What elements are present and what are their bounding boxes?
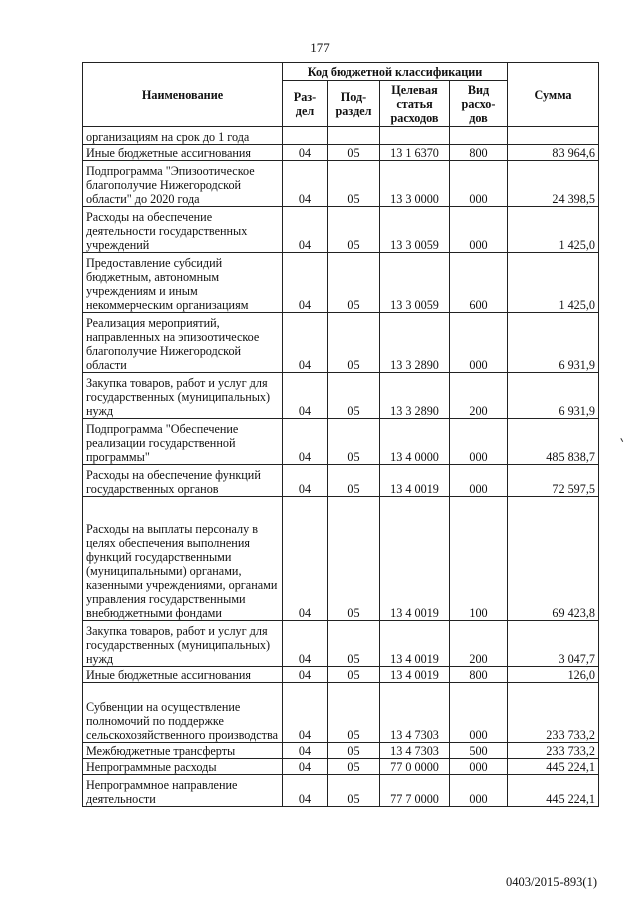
row-tselevaya-cell bbox=[380, 127, 450, 145]
row-name-cell: Закупка товаров, работ и услуг для государственных (муниципальных) нужд bbox=[83, 373, 283, 419]
row-summa-cell bbox=[508, 127, 599, 145]
row-vid-cell: 000 bbox=[450, 683, 508, 743]
header-classification-group: Код бюджетной классификации bbox=[283, 63, 508, 81]
table-row bbox=[83, 667, 599, 683]
row-podrazdel-cell: 05 bbox=[328, 313, 380, 373]
page-number: 177 bbox=[310, 40, 330, 55]
row-vid-cell: 000 bbox=[450, 313, 508, 373]
header-name: Наименование bbox=[83, 63, 283, 127]
row-summa-cell: 6 931,9 bbox=[508, 313, 599, 373]
row-summa-cell: 69 423,8 bbox=[508, 497, 599, 621]
header-tselevaya: Целевая статья расходов bbox=[380, 81, 450, 127]
row-summa-cell: 233 733,2 bbox=[508, 743, 599, 759]
row-summa-cell: 72 597,5 bbox=[508, 465, 599, 497]
row-vid-cell: 100 bbox=[450, 497, 508, 621]
table-row bbox=[83, 465, 599, 497]
row-podrazdel-cell: 05 bbox=[328, 373, 380, 419]
row-vid-cell: 500 bbox=[450, 743, 508, 759]
row-tselevaya-cell: 13 4 0019 bbox=[380, 497, 450, 621]
row-tselevaya-cell: 13 1 6370 bbox=[380, 145, 450, 161]
row-name-cell: Предоставление субсидий бюджетным, автономным учреждениям и иным некоммерческим организациям bbox=[83, 253, 283, 313]
row-vid-cell: 200 bbox=[450, 373, 508, 419]
row-razdel-cell: 04 bbox=[283, 145, 328, 161]
row-tselevaya-cell: 13 4 0000 bbox=[380, 419, 450, 465]
row-tselevaya-cell: 13 4 7303 bbox=[380, 683, 450, 743]
row-tselevaya-cell: 13 3 2890 bbox=[380, 313, 450, 373]
row-vid-cell: 000 bbox=[450, 465, 508, 497]
row-name-cell: Расходы на обеспечение функций государственных органов bbox=[83, 465, 283, 497]
row-vid-cell bbox=[450, 127, 508, 145]
row-name-cell: Закупка товаров, работ и услуг для государственных (муниципальных) нужд bbox=[83, 621, 283, 667]
row-podrazdel-cell: 05 bbox=[328, 497, 380, 621]
table-row bbox=[83, 145, 599, 161]
row-razdel-cell: 04 bbox=[283, 465, 328, 497]
row-name-cell: Расходы на выплаты персоналу в целях обеспечения выполнения функций государственными (муниципальными) органами, казенными учреждениями, органами управления государственными внебюджетными фондами bbox=[83, 497, 283, 621]
row-summa-cell: 445 224,1 bbox=[508, 775, 599, 807]
row-razdel-cell: 04 bbox=[283, 683, 328, 743]
row-podrazdel-cell: 05 bbox=[328, 145, 380, 161]
row-razdel-cell: 04 bbox=[283, 667, 328, 683]
row-vid-cell: 600 bbox=[450, 253, 508, 313]
row-podrazdel-cell: 05 bbox=[328, 621, 380, 667]
row-vid-cell: 000 bbox=[450, 759, 508, 775]
row-vid-cell: 800 bbox=[450, 145, 508, 161]
row-razdel-cell: 04 bbox=[283, 373, 328, 419]
row-tselevaya-cell: 13 4 7303 bbox=[380, 743, 450, 759]
row-tselevaya-cell: 13 3 0000 bbox=[380, 161, 450, 207]
table-row bbox=[83, 419, 599, 465]
header-vid: Вид расхо- дов bbox=[450, 81, 508, 127]
row-razdel-cell: 04 bbox=[283, 743, 328, 759]
row-podrazdel-cell: 05 bbox=[328, 207, 380, 253]
header-summa: Сумма bbox=[508, 63, 599, 127]
row-razdel-cell: 04 bbox=[283, 313, 328, 373]
row-razdel-cell: 04 bbox=[283, 253, 328, 313]
row-summa-cell: 1 425,0 bbox=[508, 207, 599, 253]
row-summa-cell: 126,0 bbox=[508, 667, 599, 683]
row-summa-cell: 3 047,7 bbox=[508, 621, 599, 667]
row-tselevaya-cell: 77 0 0000 bbox=[380, 759, 450, 775]
table-row bbox=[83, 775, 599, 807]
row-summa-cell: 485 838,7 bbox=[508, 419, 599, 465]
budget-table bbox=[82, 62, 599, 807]
row-summa-cell: 24 398,5 bbox=[508, 161, 599, 207]
row-vid-cell: 000 bbox=[450, 207, 508, 253]
row-name-cell: Непрограммные расходы bbox=[83, 759, 283, 775]
row-podrazdel-cell: 05 bbox=[328, 775, 380, 807]
row-tselevaya-cell: 13 3 0059 bbox=[380, 207, 450, 253]
row-razdel-cell: 04 bbox=[283, 759, 328, 775]
row-tselevaya-cell: 77 7 0000 bbox=[380, 775, 450, 807]
row-name-cell: Реализация мероприятий, направленных на эпизоотическое благополучие Нижегородской области bbox=[83, 313, 283, 373]
table-row bbox=[83, 759, 599, 775]
row-vid-cell: 200 bbox=[450, 621, 508, 667]
row-summa-cell: 83 964,6 bbox=[508, 145, 599, 161]
table-row bbox=[83, 373, 599, 419]
row-tselevaya-cell: 13 4 0019 bbox=[380, 667, 450, 683]
header-podrazdel: Под- раздел bbox=[328, 81, 380, 127]
row-podrazdel-cell bbox=[328, 127, 380, 145]
row-name-cell: Иные бюджетные ассигнования bbox=[83, 145, 283, 161]
row-tselevaya-cell: 13 4 0019 bbox=[380, 465, 450, 497]
header-razdel: Раз- дел bbox=[283, 81, 328, 127]
row-razdel-cell: 04 bbox=[283, 419, 328, 465]
table-body bbox=[83, 127, 599, 807]
row-name-cell: Межбюджетные трансферты bbox=[83, 743, 283, 759]
row-razdel-cell bbox=[283, 127, 328, 145]
row-razdel-cell: 04 bbox=[283, 161, 328, 207]
row-podrazdel-cell: 05 bbox=[328, 743, 380, 759]
row-summa-cell: 6 931,9 bbox=[508, 373, 599, 419]
row-podrazdel-cell: 05 bbox=[328, 465, 380, 497]
row-tselevaya-cell: 13 3 2890 bbox=[380, 373, 450, 419]
row-name-cell: Непрограммное направление деятельности bbox=[83, 775, 283, 807]
table-row bbox=[83, 127, 599, 145]
table-row bbox=[83, 621, 599, 667]
row-razdel-cell: 04 bbox=[283, 497, 328, 621]
row-summa-cell: 445 224,1 bbox=[508, 759, 599, 775]
table-row bbox=[83, 161, 599, 207]
table-row bbox=[83, 497, 599, 621]
table-row bbox=[83, 683, 599, 743]
row-vid-cell: 000 bbox=[450, 419, 508, 465]
row-razdel-cell: 04 bbox=[283, 775, 328, 807]
row-vid-cell: 000 bbox=[450, 775, 508, 807]
table-row bbox=[83, 253, 599, 313]
table-row bbox=[83, 207, 599, 253]
row-tselevaya-cell: 13 3 0059 bbox=[380, 253, 450, 313]
row-name-cell: Подпрограмма "Обеспечение реализации государственной программы" bbox=[83, 419, 283, 465]
row-name-cell: Иные бюджетные ассигнования bbox=[83, 667, 283, 683]
row-name-cell: организациям на срок до 1 года bbox=[83, 127, 283, 145]
table-header bbox=[83, 63, 599, 127]
row-tselevaya-cell: 13 4 0019 bbox=[380, 621, 450, 667]
row-name-cell: Подпрограмма "Эпизоотическое благополучие Нижегородской области" до 2020 года bbox=[83, 161, 283, 207]
row-razdel-cell: 04 bbox=[283, 207, 328, 253]
row-razdel-cell: 04 bbox=[283, 621, 328, 667]
stray-mark bbox=[620, 436, 626, 442]
row-podrazdel-cell: 05 bbox=[328, 253, 380, 313]
row-name-cell: Субвенции на осуществление полномочий по поддержке сельскохозяйственного производства bbox=[83, 683, 283, 743]
row-summa-cell: 1 425,0 bbox=[508, 253, 599, 313]
row-podrazdel-cell: 05 bbox=[328, 759, 380, 775]
row-summa-cell: 233 733,2 bbox=[508, 683, 599, 743]
row-podrazdel-cell: 05 bbox=[328, 667, 380, 683]
row-name-cell: Расходы на обеспечение деятельности государственных учреждений bbox=[83, 207, 283, 253]
row-podrazdel-cell: 05 bbox=[328, 419, 380, 465]
document-code: 0403/2015-893(1) bbox=[506, 875, 597, 889]
table-row bbox=[83, 743, 599, 759]
row-vid-cell: 800 bbox=[450, 667, 508, 683]
row-podrazdel-cell: 05 bbox=[328, 683, 380, 743]
row-podrazdel-cell: 05 bbox=[328, 161, 380, 207]
table-row bbox=[83, 313, 599, 373]
row-vid-cell: 000 bbox=[450, 161, 508, 207]
